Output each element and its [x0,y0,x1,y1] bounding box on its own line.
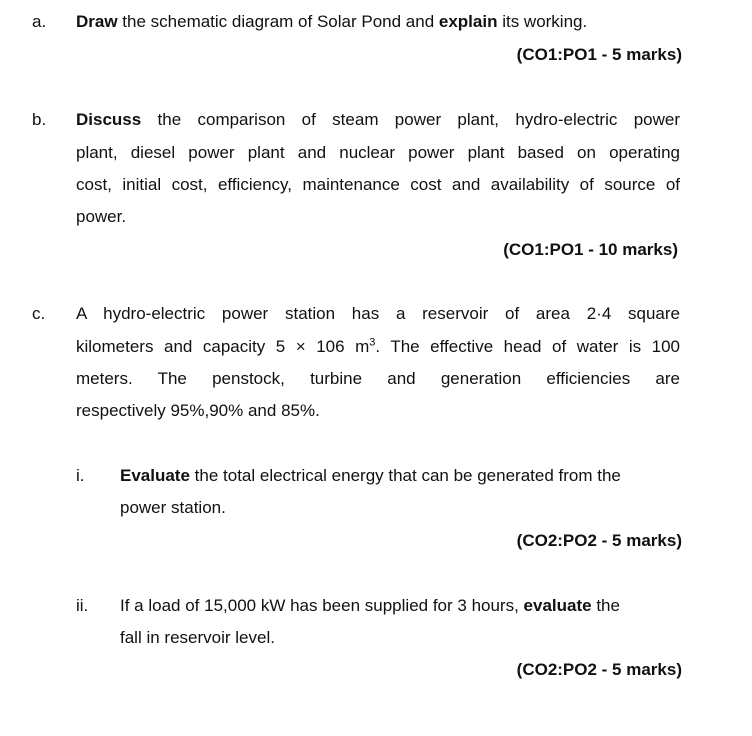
question-c-line-2 [76,337,680,357]
question-a-marker: a. [32,12,47,31]
subquestion-i-marks: (CO2:PO2 - 5 marks) [516,531,682,550]
question-a-text-part2: its working. [497,12,588,31]
subquestion-ii-marks: (CO2:PO2 - 5 marks) [516,660,682,679]
question-b-line-2: plant, diesel power plant and nuclear power plant based on operating [76,143,680,162]
subquestion-ii-marker: ii. [76,596,89,615]
subquestion-i-line-1 [120,466,621,486]
subquestion-i-line-2: power station. [120,498,226,517]
keyword-evaluate: Evaluate [120,466,190,485]
subquestion-i-marker: i. [76,466,85,485]
question-b-marks: (CO1:PO1 - 10 marks) [503,240,678,259]
question-a-text-part1: the schematic diagram of Solar Pond and [117,12,439,31]
question-c-line-1: A hydro-electric power station has a reservoir of area 2·4 square [76,304,680,323]
cubic-superscript: 3 [369,336,376,349]
subquestion-ii-line-1-pre: If a load of 15,000 kW has been supplied for 3 hours, [120,596,524,615]
question-a-marks: (CO1:PO1 - 5 marks) [516,45,682,64]
question-c-marker: c. [32,304,46,323]
keyword-draw: Draw [76,12,118,31]
question-c-line-3: meters. The penstock, turbine and generation efficiencies are [76,369,680,388]
question-c-line-2-pre: kilometers and capacity 5 × 106 m [76,337,370,356]
subquestion-i-line-1-rest: the total electrical energy that can be generated from the [189,466,621,485]
subquestion-ii-line-1 [120,596,620,616]
question-b-line-3: cost, initial cost, efficiency, maintenance cost and availability of source of [76,175,680,194]
question-b-line-1-rest: the comparison of steam power plant, hydro-electric power [157,110,680,129]
question-c-line-2-post: . The effective head of water is 100 [375,337,681,356]
question-b-line-4: power. [76,207,127,226]
question-a-text [76,12,587,32]
question-b-line-1 [76,110,680,130]
keyword-explain: explain [438,12,498,31]
question-c-line-4: respectively 95%,90% and 85%. [76,401,320,420]
keyword-discuss: Discuss [76,110,142,129]
question-b-marker: b. [32,110,47,129]
subquestion-ii-line-1-post: the [591,596,620,615]
subquestion-ii-line-2: fall in reservoir level. [120,628,275,647]
keyword-evaluate-2: evaluate [523,596,592,615]
